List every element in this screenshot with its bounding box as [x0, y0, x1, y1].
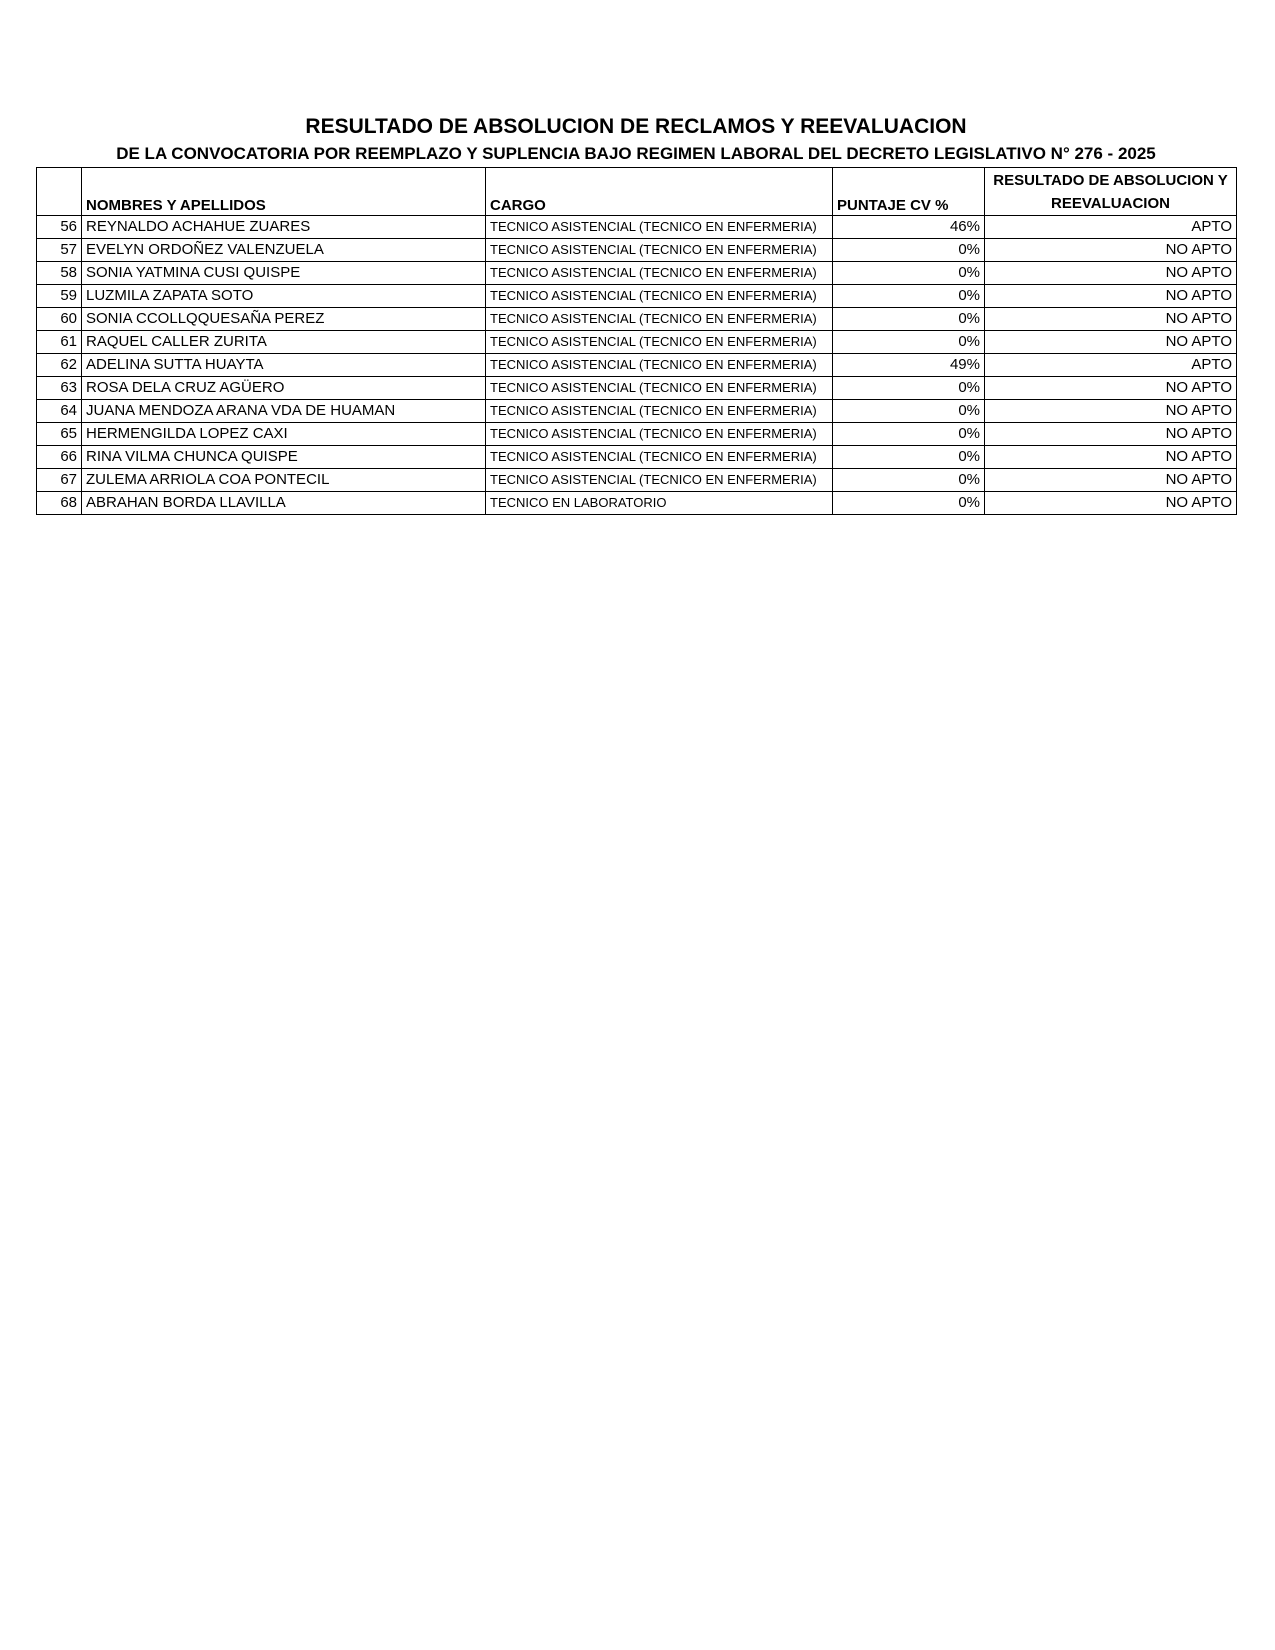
evaluation-result: NO APTO	[985, 400, 1237, 423]
position-cargo: TECNICO ASISTENCIAL (TECNICO EN ENFERMERIA)	[486, 400, 833, 423]
candidate-name: JUANA MENDOZA ARANA VDA DE HUAMAN	[82, 400, 486, 423]
table-row	[37, 354, 1237, 377]
header-name: NOMBRES Y APELLIDOS	[82, 168, 486, 216]
cv-score: 49%	[833, 354, 985, 377]
position-cargo: TECNICO ASISTENCIAL (TECNICO EN ENFERMERIA)	[486, 354, 833, 377]
candidate-name: LUZMILA ZAPATA SOTO	[82, 285, 486, 308]
cv-score: 0%	[833, 308, 985, 331]
cv-score: 0%	[833, 423, 985, 446]
cv-score: 0%	[833, 331, 985, 354]
evaluation-result: NO APTO	[985, 239, 1237, 262]
candidate-name: SONIA YATMINA CUSI QUISPE	[82, 262, 486, 285]
table-row	[37, 469, 1237, 492]
position-cargo: TECNICO ASISTENCIAL (TECNICO EN ENFERMERIA)	[486, 469, 833, 492]
row-number: 56	[37, 216, 82, 239]
table-row	[37, 331, 1237, 354]
evaluation-result: NO APTO	[985, 423, 1237, 446]
document-title: RESULTADO DE ABSOLUCION DE RECLAMOS Y REEVALUACION	[305, 115, 967, 138]
evaluation-result: NO APTO	[985, 308, 1237, 331]
header-number	[37, 168, 82, 216]
position-cargo: TECNICO ASISTENCIAL (TECNICO EN ENFERMERIA)	[486, 262, 833, 285]
position-cargo: TECNICO ASISTENCIAL (TECNICO EN ENFERMERIA)	[486, 285, 833, 308]
results-table	[36, 167, 1237, 515]
row-number: 64	[37, 400, 82, 423]
table-row	[37, 216, 1237, 239]
row-number: 57	[37, 239, 82, 262]
candidate-name: HERMENGILDA LOPEZ CAXI	[82, 423, 486, 446]
evaluation-result: NO APTO	[985, 446, 1237, 469]
candidate-name: ABRAHAN BORDA LLAVILLA	[82, 492, 486, 515]
row-number: 60	[37, 308, 82, 331]
row-number: 59	[37, 285, 82, 308]
evaluation-result: NO APTO	[985, 377, 1237, 400]
row-number: 67	[37, 469, 82, 492]
row-number: 62	[37, 354, 82, 377]
row-number: 61	[37, 331, 82, 354]
table-row	[37, 308, 1237, 331]
candidate-name: REYNALDO ACHAHUE ZUARES	[82, 216, 486, 239]
position-cargo: TECNICO ASISTENCIAL (TECNICO EN ENFERMERIA)	[486, 239, 833, 262]
evaluation-result: NO APTO	[985, 285, 1237, 308]
cv-score: 0%	[833, 492, 985, 515]
table-header-row	[37, 168, 1237, 216]
cv-score: 0%	[833, 285, 985, 308]
position-cargo: TECNICO ASISTENCIAL (TECNICO EN ENFERMERIA)	[486, 331, 833, 354]
candidate-name: ZULEMA ARRIOLA COA PONTECIL	[82, 469, 486, 492]
cv-score: 0%	[833, 469, 985, 492]
position-cargo: TECNICO EN LABORATORIO	[486, 492, 833, 515]
table-body	[37, 216, 1237, 515]
position-cargo: TECNICO ASISTENCIAL (TECNICO EN ENFERMERIA)	[486, 446, 833, 469]
header-score: PUNTAJE CV %	[833, 168, 985, 216]
document-subtitle: DE LA CONVOCATORIA POR REEMPLAZO Y SUPLENCIA BAJO REGIMEN LABORAL DEL DECRETO LEGISLATIVO N° 276 - 2025	[116, 144, 1156, 163]
row-number: 63	[37, 377, 82, 400]
table-row	[37, 285, 1237, 308]
candidate-name: RAQUEL CALLER ZURITA	[82, 331, 486, 354]
header-result: RESULTADO DE ABSOLUCION Y REEVALUACION	[985, 168, 1237, 216]
cv-score: 46%	[833, 216, 985, 239]
candidate-name: ADELINA SUTTA HUAYTA	[82, 354, 486, 377]
evaluation-result: NO APTO	[985, 492, 1237, 515]
table-row	[37, 239, 1237, 262]
cv-score: 0%	[833, 400, 985, 423]
position-cargo: TECNICO ASISTENCIAL (TECNICO EN ENFERMERIA)	[486, 423, 833, 446]
cv-score: 0%	[833, 262, 985, 285]
evaluation-result: APTO	[985, 216, 1237, 239]
position-cargo: TECNICO ASISTENCIAL (TECNICO EN ENFERMERIA)	[486, 216, 833, 239]
table-row	[37, 262, 1237, 285]
table-row	[37, 446, 1237, 469]
table-row	[37, 423, 1237, 446]
cv-score: 0%	[833, 377, 985, 400]
header-cargo: CARGO	[486, 168, 833, 216]
candidate-name: RINA VILMA CHUNCA QUISPE	[82, 446, 486, 469]
candidate-name: EVELYN ORDOÑEZ VALENZUELA	[82, 239, 486, 262]
row-number: 58	[37, 262, 82, 285]
candidate-name: SONIA CCOLLQQUESAÑA PEREZ	[82, 308, 486, 331]
table-row	[37, 400, 1237, 423]
row-number: 68	[37, 492, 82, 515]
row-number: 65	[37, 423, 82, 446]
table-row	[37, 377, 1237, 400]
row-number: 66	[37, 446, 82, 469]
evaluation-result: NO APTO	[985, 331, 1237, 354]
evaluation-result: APTO	[985, 354, 1237, 377]
cv-score: 0%	[833, 446, 985, 469]
candidate-name: ROSA DELA CRUZ AGÜERO	[82, 377, 486, 400]
position-cargo: TECNICO ASISTENCIAL (TECNICO EN ENFERMERIA)	[486, 377, 833, 400]
cv-score: 0%	[833, 239, 985, 262]
table-row	[37, 492, 1237, 515]
position-cargo: TECNICO ASISTENCIAL (TECNICO EN ENFERMERIA)	[486, 308, 833, 331]
evaluation-result: NO APTO	[985, 262, 1237, 285]
evaluation-result: NO APTO	[985, 469, 1237, 492]
